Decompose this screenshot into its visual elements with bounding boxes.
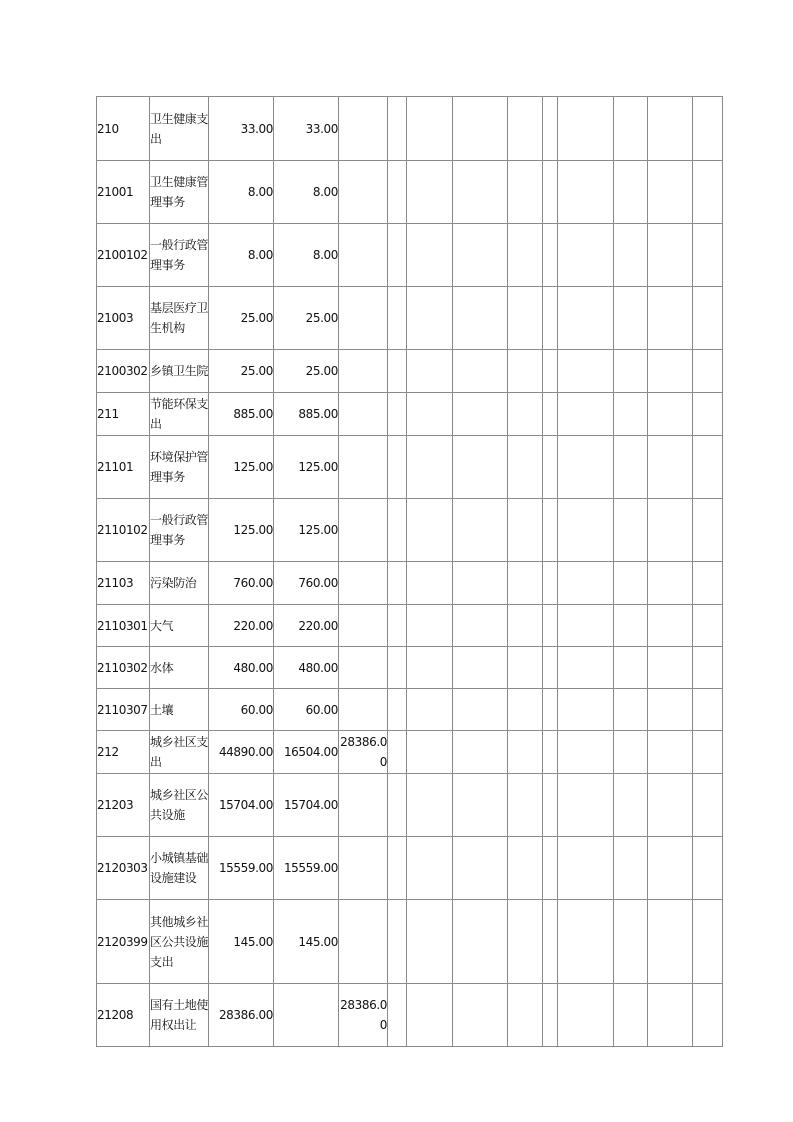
- empty-cell: [693, 97, 723, 161]
- row-name: 节能环保支出: [150, 393, 209, 436]
- row-total: 15704.00: [209, 774, 274, 837]
- empty-cell: [508, 350, 543, 393]
- row-code: 21103: [97, 562, 150, 605]
- empty-cell: [693, 731, 723, 774]
- empty-cell: [648, 499, 693, 562]
- row-fund-budget: [339, 837, 388, 900]
- empty-cell: [453, 97, 508, 161]
- empty-cell: [543, 436, 558, 499]
- empty-cell: [508, 689, 543, 731]
- empty-cell: [648, 774, 693, 837]
- row-name: 其他城乡社区公共设施支出: [150, 900, 209, 984]
- empty-cell: [407, 224, 453, 287]
- empty-cell: [388, 562, 407, 605]
- empty-cell: [388, 97, 407, 161]
- table-row: [97, 984, 723, 1047]
- row-name: 卫生健康管理事务: [150, 161, 209, 224]
- row-code: 2110307: [97, 689, 150, 731]
- row-general-budget: 8.00: [274, 161, 339, 224]
- table-row: [97, 900, 723, 984]
- empty-cell: [407, 900, 453, 984]
- row-general-budget: 25.00: [274, 287, 339, 350]
- row-total: 760.00: [209, 562, 274, 605]
- empty-cell: [648, 161, 693, 224]
- empty-cell: [543, 97, 558, 161]
- empty-cell: [648, 647, 693, 689]
- row-code: 21208: [97, 984, 150, 1047]
- empty-cell: [508, 647, 543, 689]
- row-code: 2100102: [97, 224, 150, 287]
- empty-cell: [614, 287, 648, 350]
- empty-cell: [648, 97, 693, 161]
- empty-cell: [407, 97, 453, 161]
- row-general-budget: 480.00: [274, 647, 339, 689]
- empty-cell: [388, 224, 407, 287]
- empty-cell: [558, 161, 614, 224]
- table-row: [97, 97, 723, 161]
- row-general-budget: 760.00: [274, 562, 339, 605]
- row-fund-budget: [339, 350, 388, 393]
- row-fund-budget: 28386.00: [339, 731, 388, 774]
- empty-cell: [614, 161, 648, 224]
- row-fund-budget: [339, 900, 388, 984]
- empty-cell: [508, 731, 543, 774]
- table-body: [97, 97, 723, 1047]
- row-fund-budget: [339, 562, 388, 605]
- empty-cell: [558, 984, 614, 1047]
- row-fund-budget: [339, 97, 388, 161]
- row-name: 小城镇基础设施建设: [150, 837, 209, 900]
- table-row: [97, 224, 723, 287]
- empty-cell: [407, 499, 453, 562]
- empty-cell: [388, 689, 407, 731]
- row-total: 8.00: [209, 161, 274, 224]
- empty-cell: [543, 393, 558, 436]
- row-code: 211: [97, 393, 150, 436]
- empty-cell: [453, 774, 508, 837]
- row-general-budget: 15704.00: [274, 774, 339, 837]
- empty-cell: [543, 731, 558, 774]
- row-code: 21003: [97, 287, 150, 350]
- empty-cell: [614, 774, 648, 837]
- row-fund-budget: 28386.00: [339, 984, 388, 1047]
- row-name: 卫生健康支出: [150, 97, 209, 161]
- table-row: [97, 350, 723, 393]
- row-general-budget: 16504.00: [274, 731, 339, 774]
- empty-cell: [453, 605, 508, 647]
- row-total: 480.00: [209, 647, 274, 689]
- empty-cell: [407, 731, 453, 774]
- empty-cell: [508, 984, 543, 1047]
- empty-cell: [388, 647, 407, 689]
- empty-cell: [648, 689, 693, 731]
- empty-cell: [407, 436, 453, 499]
- empty-cell: [693, 562, 723, 605]
- empty-cell: [453, 224, 508, 287]
- empty-cell: [614, 837, 648, 900]
- table-row: [97, 393, 723, 436]
- empty-cell: [543, 562, 558, 605]
- empty-cell: [614, 436, 648, 499]
- empty-cell: [614, 393, 648, 436]
- row-total: 28386.00: [209, 984, 274, 1047]
- row-fund-budget: [339, 689, 388, 731]
- empty-cell: [614, 689, 648, 731]
- row-general-budget: 885.00: [274, 393, 339, 436]
- empty-cell: [543, 350, 558, 393]
- empty-cell: [508, 605, 543, 647]
- row-general-budget: 25.00: [274, 350, 339, 393]
- empty-cell: [453, 731, 508, 774]
- empty-cell: [543, 224, 558, 287]
- empty-cell: [614, 562, 648, 605]
- empty-cell: [508, 287, 543, 350]
- empty-cell: [614, 900, 648, 984]
- empty-cell: [558, 287, 614, 350]
- row-general-budget: [274, 984, 339, 1047]
- empty-cell: [558, 97, 614, 161]
- row-name: 污染防治: [150, 562, 209, 605]
- empty-cell: [558, 774, 614, 837]
- row-total: 125.00: [209, 499, 274, 562]
- empty-cell: [558, 393, 614, 436]
- empty-cell: [543, 605, 558, 647]
- empty-cell: [558, 900, 614, 984]
- empty-cell: [407, 837, 453, 900]
- row-general-budget: 8.00: [274, 224, 339, 287]
- empty-cell: [388, 161, 407, 224]
- row-code: 2120399: [97, 900, 150, 984]
- row-general-budget: 145.00: [274, 900, 339, 984]
- empty-cell: [614, 605, 648, 647]
- row-code: 21203: [97, 774, 150, 837]
- empty-cell: [693, 499, 723, 562]
- row-fund-budget: [339, 774, 388, 837]
- empty-cell: [648, 605, 693, 647]
- empty-cell: [614, 224, 648, 287]
- empty-cell: [543, 774, 558, 837]
- empty-cell: [453, 837, 508, 900]
- empty-cell: [407, 287, 453, 350]
- empty-cell: [648, 984, 693, 1047]
- row-name: 环境保护管理事务: [150, 436, 209, 499]
- empty-cell: [693, 647, 723, 689]
- table-row: [97, 161, 723, 224]
- empty-cell: [508, 562, 543, 605]
- empty-cell: [407, 562, 453, 605]
- empty-cell: [558, 436, 614, 499]
- empty-cell: [648, 436, 693, 499]
- empty-cell: [453, 436, 508, 499]
- row-general-budget: 125.00: [274, 499, 339, 562]
- row-name: 土壤: [150, 689, 209, 731]
- row-total: 8.00: [209, 224, 274, 287]
- empty-cell: [508, 837, 543, 900]
- row-fund-budget: [339, 499, 388, 562]
- row-code: 212: [97, 731, 150, 774]
- empty-cell: [558, 499, 614, 562]
- row-name: 城乡社区支出: [150, 731, 209, 774]
- table-row: [97, 647, 723, 689]
- row-name: 城乡社区公共设施: [150, 774, 209, 837]
- empty-cell: [388, 837, 407, 900]
- row-name: 基层医疗卫生机构: [150, 287, 209, 350]
- empty-cell: [614, 984, 648, 1047]
- row-name: 乡镇卫生院: [150, 350, 209, 393]
- empty-cell: [614, 647, 648, 689]
- empty-cell: [693, 837, 723, 900]
- row-code: 210: [97, 97, 150, 161]
- table-row: [97, 837, 723, 900]
- empty-cell: [388, 499, 407, 562]
- empty-cell: [693, 161, 723, 224]
- empty-cell: [388, 605, 407, 647]
- row-fund-budget: [339, 436, 388, 499]
- row-total: 15559.00: [209, 837, 274, 900]
- empty-cell: [558, 647, 614, 689]
- empty-cell: [543, 287, 558, 350]
- empty-cell: [693, 605, 723, 647]
- empty-cell: [648, 731, 693, 774]
- empty-cell: [648, 900, 693, 984]
- table-row: [97, 287, 723, 350]
- row-fund-budget: [339, 161, 388, 224]
- budget-table: [96, 96, 723, 1047]
- row-code: 2110302: [97, 647, 150, 689]
- empty-cell: [543, 900, 558, 984]
- empty-cell: [453, 161, 508, 224]
- empty-cell: [558, 224, 614, 287]
- empty-cell: [508, 393, 543, 436]
- empty-cell: [407, 605, 453, 647]
- empty-cell: [648, 287, 693, 350]
- row-total: 33.00: [209, 97, 274, 161]
- empty-cell: [693, 436, 723, 499]
- empty-cell: [693, 393, 723, 436]
- empty-cell: [453, 984, 508, 1047]
- empty-cell: [407, 647, 453, 689]
- empty-cell: [693, 984, 723, 1047]
- table-row: [97, 689, 723, 731]
- row-total: 220.00: [209, 605, 274, 647]
- row-total: 145.00: [209, 900, 274, 984]
- empty-cell: [693, 689, 723, 731]
- empty-cell: [407, 984, 453, 1047]
- row-general-budget: 33.00: [274, 97, 339, 161]
- empty-cell: [388, 350, 407, 393]
- empty-cell: [388, 287, 407, 350]
- empty-cell: [453, 689, 508, 731]
- row-total: 25.00: [209, 287, 274, 350]
- table-row: [97, 731, 723, 774]
- empty-cell: [407, 350, 453, 393]
- row-name: 国有土地使用权出让: [150, 984, 209, 1047]
- row-general-budget: 60.00: [274, 689, 339, 731]
- row-fund-budget: [339, 287, 388, 350]
- empty-cell: [614, 97, 648, 161]
- empty-cell: [508, 436, 543, 499]
- table-row: [97, 605, 723, 647]
- table-row: [97, 562, 723, 605]
- empty-cell: [558, 837, 614, 900]
- row-name: 一般行政管理事务: [150, 224, 209, 287]
- empty-cell: [543, 689, 558, 731]
- row-code: 2110102: [97, 499, 150, 562]
- row-total: 44890.00: [209, 731, 274, 774]
- empty-cell: [508, 900, 543, 984]
- empty-cell: [508, 499, 543, 562]
- row-code: 2110301: [97, 605, 150, 647]
- empty-cell: [407, 689, 453, 731]
- row-fund-budget: [339, 393, 388, 436]
- empty-cell: [614, 731, 648, 774]
- empty-cell: [543, 499, 558, 562]
- empty-cell: [648, 224, 693, 287]
- empty-cell: [693, 350, 723, 393]
- row-general-budget: 220.00: [274, 605, 339, 647]
- empty-cell: [558, 562, 614, 605]
- empty-cell: [558, 689, 614, 731]
- empty-cell: [648, 562, 693, 605]
- empty-cell: [648, 350, 693, 393]
- empty-cell: [453, 287, 508, 350]
- empty-cell: [388, 900, 407, 984]
- empty-cell: [543, 161, 558, 224]
- row-total: 885.00: [209, 393, 274, 436]
- empty-cell: [558, 605, 614, 647]
- empty-cell: [453, 900, 508, 984]
- empty-cell: [388, 984, 407, 1047]
- empty-cell: [508, 97, 543, 161]
- empty-cell: [614, 350, 648, 393]
- empty-cell: [453, 350, 508, 393]
- empty-cell: [388, 393, 407, 436]
- empty-cell: [508, 224, 543, 287]
- empty-cell: [693, 224, 723, 287]
- empty-cell: [558, 731, 614, 774]
- empty-cell: [693, 774, 723, 837]
- empty-cell: [543, 837, 558, 900]
- empty-cell: [614, 499, 648, 562]
- empty-cell: [388, 436, 407, 499]
- empty-cell: [453, 647, 508, 689]
- empty-cell: [388, 774, 407, 837]
- row-code: 21101: [97, 436, 150, 499]
- empty-cell: [407, 774, 453, 837]
- row-total: 25.00: [209, 350, 274, 393]
- empty-cell: [648, 837, 693, 900]
- row-fund-budget: [339, 647, 388, 689]
- empty-cell: [543, 984, 558, 1047]
- empty-cell: [407, 393, 453, 436]
- row-name: 大气: [150, 605, 209, 647]
- empty-cell: [508, 774, 543, 837]
- row-total: 125.00: [209, 436, 274, 499]
- empty-cell: [693, 900, 723, 984]
- row-code: 21001: [97, 161, 150, 224]
- empty-cell: [508, 161, 543, 224]
- empty-cell: [453, 499, 508, 562]
- row-code: 2120303: [97, 837, 150, 900]
- row-total: 60.00: [209, 689, 274, 731]
- row-fund-budget: [339, 605, 388, 647]
- empty-cell: [407, 161, 453, 224]
- table-row: [97, 499, 723, 562]
- empty-cell: [648, 393, 693, 436]
- empty-cell: [543, 647, 558, 689]
- empty-cell: [453, 393, 508, 436]
- row-name: 一般行政管理事务: [150, 499, 209, 562]
- table-row: [97, 436, 723, 499]
- table-row: [97, 774, 723, 837]
- row-name: 水体: [150, 647, 209, 689]
- empty-cell: [453, 562, 508, 605]
- empty-cell: [693, 287, 723, 350]
- empty-cell: [558, 350, 614, 393]
- row-fund-budget: [339, 224, 388, 287]
- row-code: 2100302: [97, 350, 150, 393]
- empty-cell: [388, 731, 407, 774]
- row-general-budget: 125.00: [274, 436, 339, 499]
- row-general-budget: 15559.00: [274, 837, 339, 900]
